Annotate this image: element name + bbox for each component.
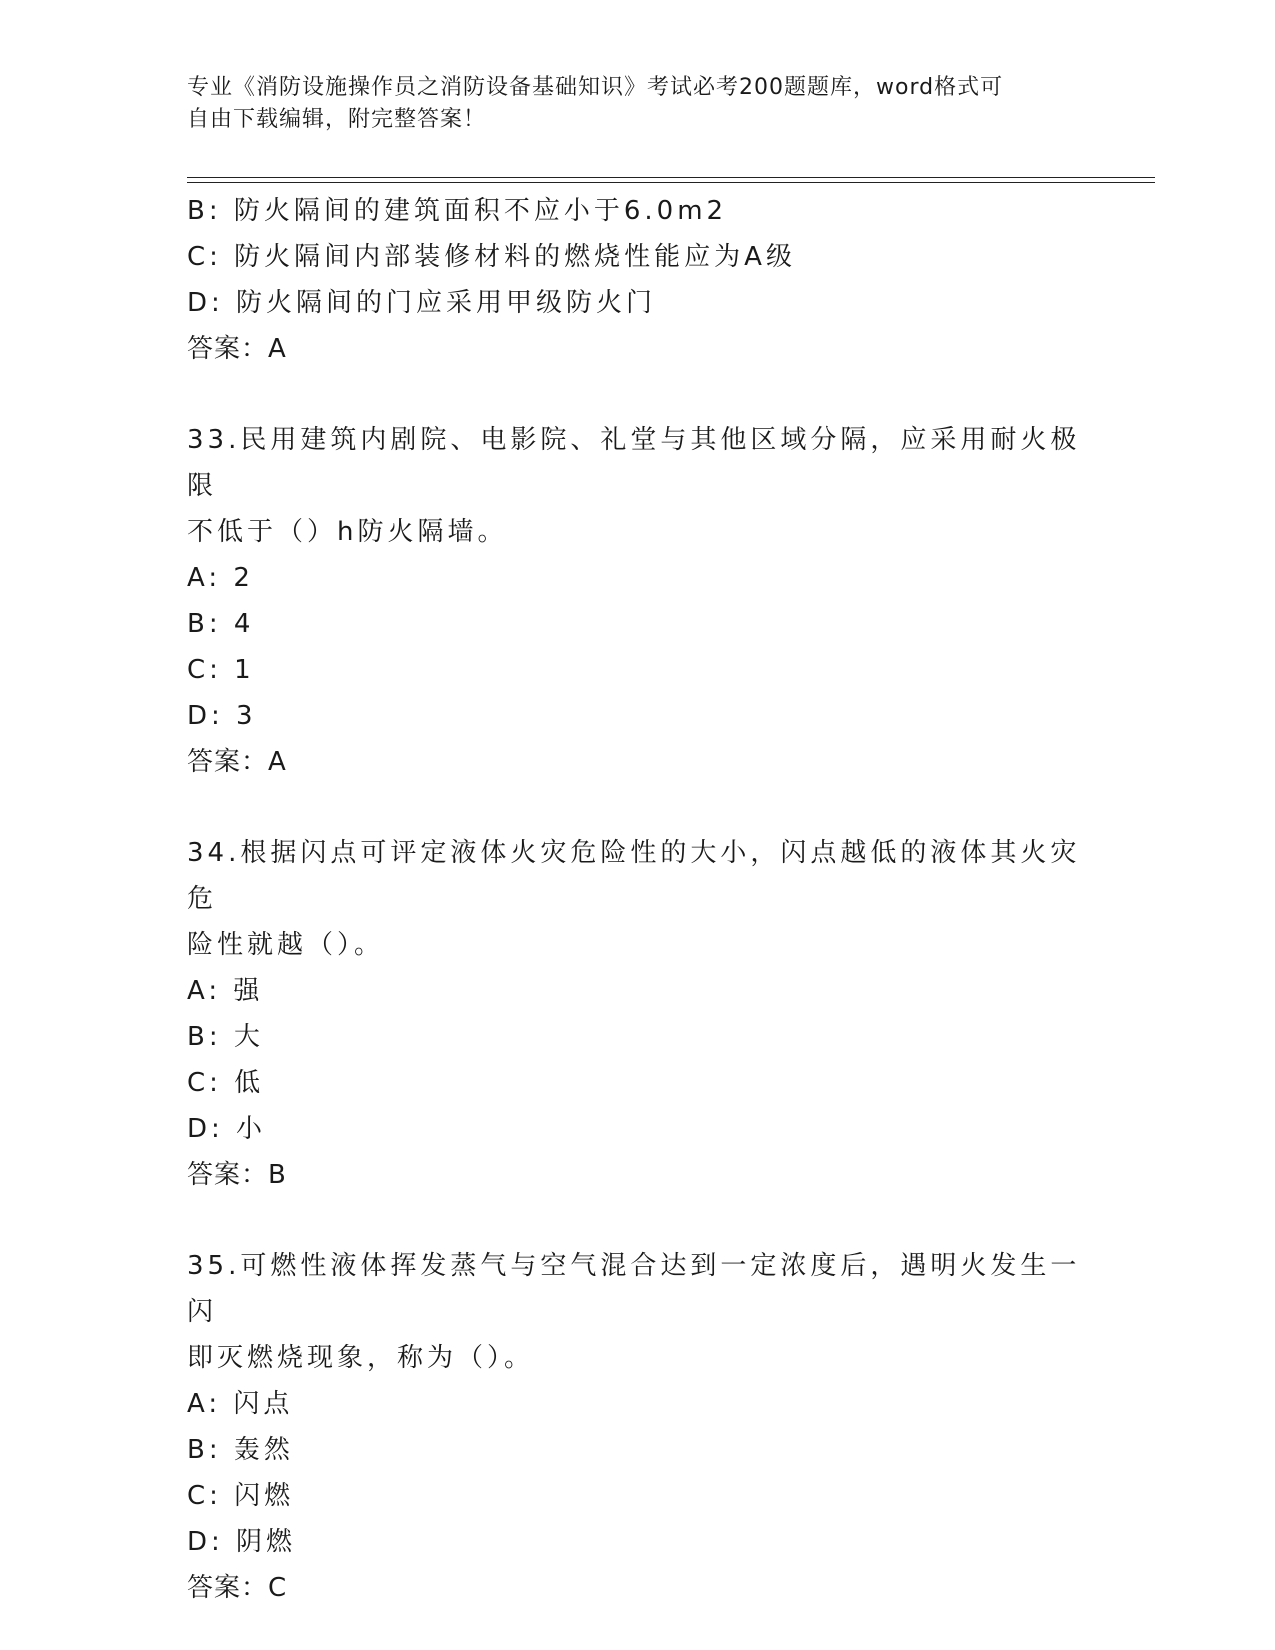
header-divider-bottom: [187, 182, 1155, 183]
option-b: B: 4: [187, 609, 255, 639]
answer: 答案：B: [187, 1160, 287, 1190]
option-b: B: 防火隔间的建筑面积不应小于6.0m2: [187, 196, 728, 226]
option-b: B: 轰然: [187, 1435, 294, 1465]
option-d: D: 小: [187, 1114, 267, 1144]
question-32-continued: [187, 188, 1087, 372]
question-text-line-1: 33.民用建筑内剧院、电影院、礼堂与其他区域分隔，应采用耐火极限: [187, 425, 1081, 501]
answer: 答案：A: [187, 334, 287, 364]
document-body: [187, 188, 1087, 1611]
option-b: B: 大: [187, 1022, 264, 1052]
document-header: [187, 72, 1067, 136]
question-33: [187, 417, 1087, 785]
answer: 答案：A: [187, 747, 287, 777]
option-d: D: 阴燃: [187, 1527, 297, 1557]
question-text-line-2: 即灭燃烧现象，称为（）。: [187, 1343, 535, 1373]
option-a: A: 闪点: [187, 1389, 294, 1419]
question-34: [187, 830, 1087, 1198]
question-text-line-1: 35.可燃性液体挥发蒸气与空气混合达到一定浓度后，遇明火发生一闪: [187, 1251, 1081, 1327]
header-line-1: 专业《消防设施操作员之消防设备基础知识》考试必考200题题库，word格式可: [187, 75, 1004, 100]
option-d: D: 3: [187, 701, 257, 731]
question-text-line-1: 34.根据闪点可评定液体火灾危险性的大小，闪点越低的液体其火灾危: [187, 838, 1081, 914]
option-c: C: 低: [187, 1068, 265, 1098]
answer: 答案：C: [187, 1573, 288, 1603]
option-c: C: 防火隔间内部装修材料的燃烧性能应为A级: [187, 242, 796, 272]
option-a: A: 强: [187, 976, 264, 1006]
option-a: A: 2: [187, 563, 254, 593]
option-c: C: 闪燃: [187, 1481, 295, 1511]
header-divider-top: [187, 177, 1155, 178]
question-text-line-2: 不低于（）h防火隔墙。: [187, 517, 508, 547]
header-line-2: 自由下载编辑，附完整答案！: [187, 107, 487, 132]
question-text-line-2: 险性就越（）。: [187, 930, 385, 960]
option-c: C: 1: [187, 655, 255, 685]
option-d: D: 防火隔间的门应采用甲级防火门: [187, 288, 657, 318]
question-35: [187, 1243, 1087, 1611]
